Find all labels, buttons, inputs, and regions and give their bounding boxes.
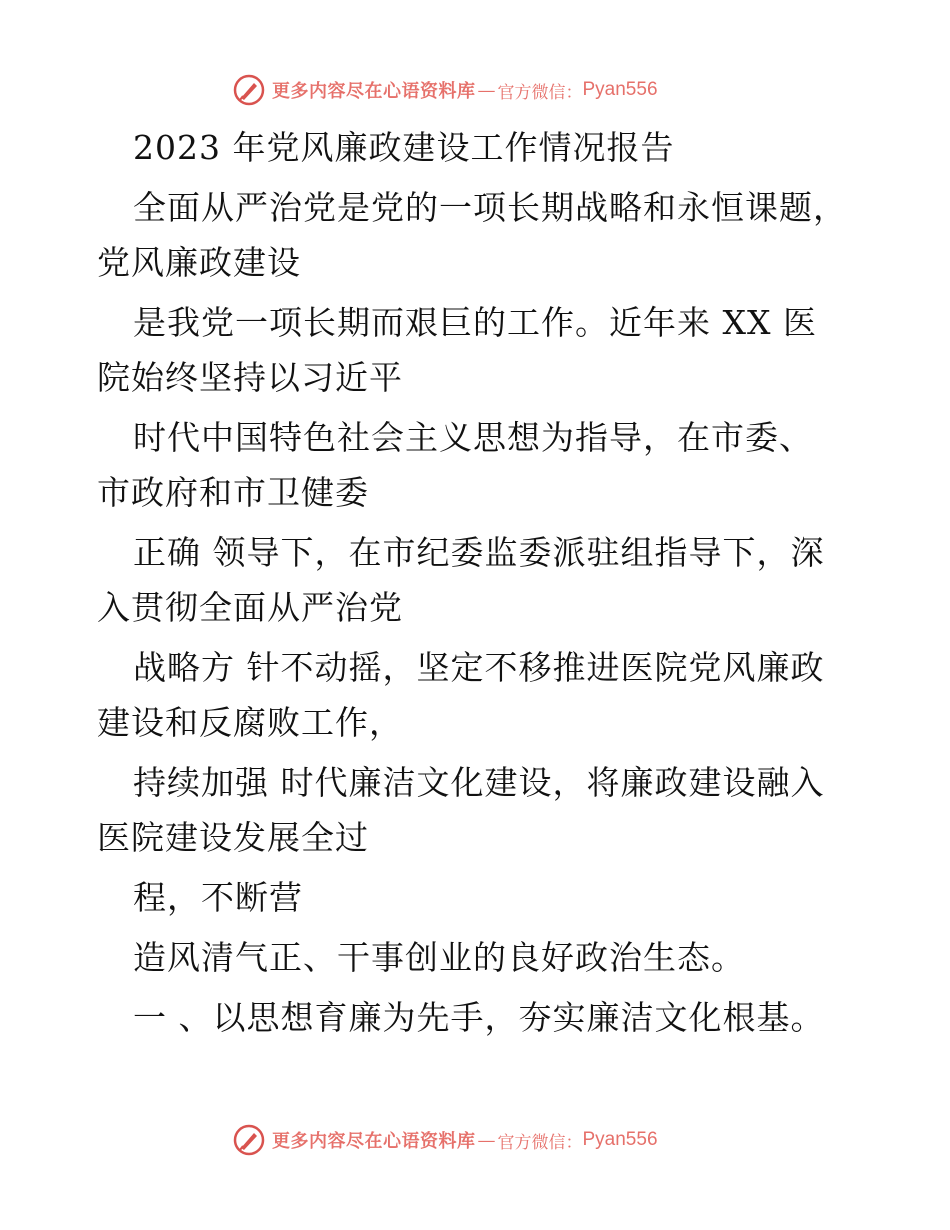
paragraph-line: 全面从严治党是党的一项长期战略和永恒课题， [133, 188, 847, 227]
watermark-label: 官方微信： [497, 1132, 583, 1153]
paragraph-line: 程，不断营 [133, 878, 303, 917]
watermark-dash: — [477, 1129, 496, 1151]
paragraph-line: 入贯彻全面从严治党 [97, 588, 403, 627]
paragraph-line: 战略方 针不动摇，坚定不移推进医院党风廉政 [133, 648, 825, 687]
paragraph-line: 市政府和市卫健委 [97, 473, 369, 512]
watermark-label: 官方微信： [497, 82, 583, 103]
paragraph-line: 时代中国特色社会主义思想为指导，在市委、 [133, 418, 813, 457]
watermark-text: 更多内容尽在心语资料库 [272, 1131, 476, 1152]
watermark-dash: — [477, 79, 496, 101]
paragraph-line: 造风清气正、干事创业的良好政治生态。 [133, 938, 745, 977]
paragraph-line: 是我党一项长期而艰巨的工作。近年来 XX 医 [133, 303, 817, 342]
feather-pen-icon [232, 1123, 266, 1157]
header-watermark [232, 72, 658, 108]
watermark-wechat-id: Pyan556 [582, 1129, 658, 1150]
paragraph-line: 正确 领导下，在市纪委监委派驻组指导下，深 [133, 533, 825, 572]
paragraph-line: 医院建设发展全过 [97, 818, 369, 857]
paragraph-line: 院始终坚持以习近平 [97, 358, 403, 397]
footer-watermark [232, 1122, 658, 1158]
watermark-wechat-id: Pyan556 [582, 79, 658, 100]
section-heading: 一 、以思想育廉为先手，夯实廉洁文化根基。 [133, 998, 825, 1037]
document-title: 2023 年党风廉政建设工作情况报告 [133, 128, 675, 167]
paragraph-line: 党风廉政建设 [97, 243, 301, 282]
watermark-text: 更多内容尽在心语资料库 [272, 81, 476, 102]
paragraph-line: 建设和反腐败工作， [97, 703, 403, 742]
paragraph-line: 持续加强 时代廉洁文化建设，将廉政建设融入 [133, 763, 825, 802]
feather-pen-icon [232, 73, 266, 107]
